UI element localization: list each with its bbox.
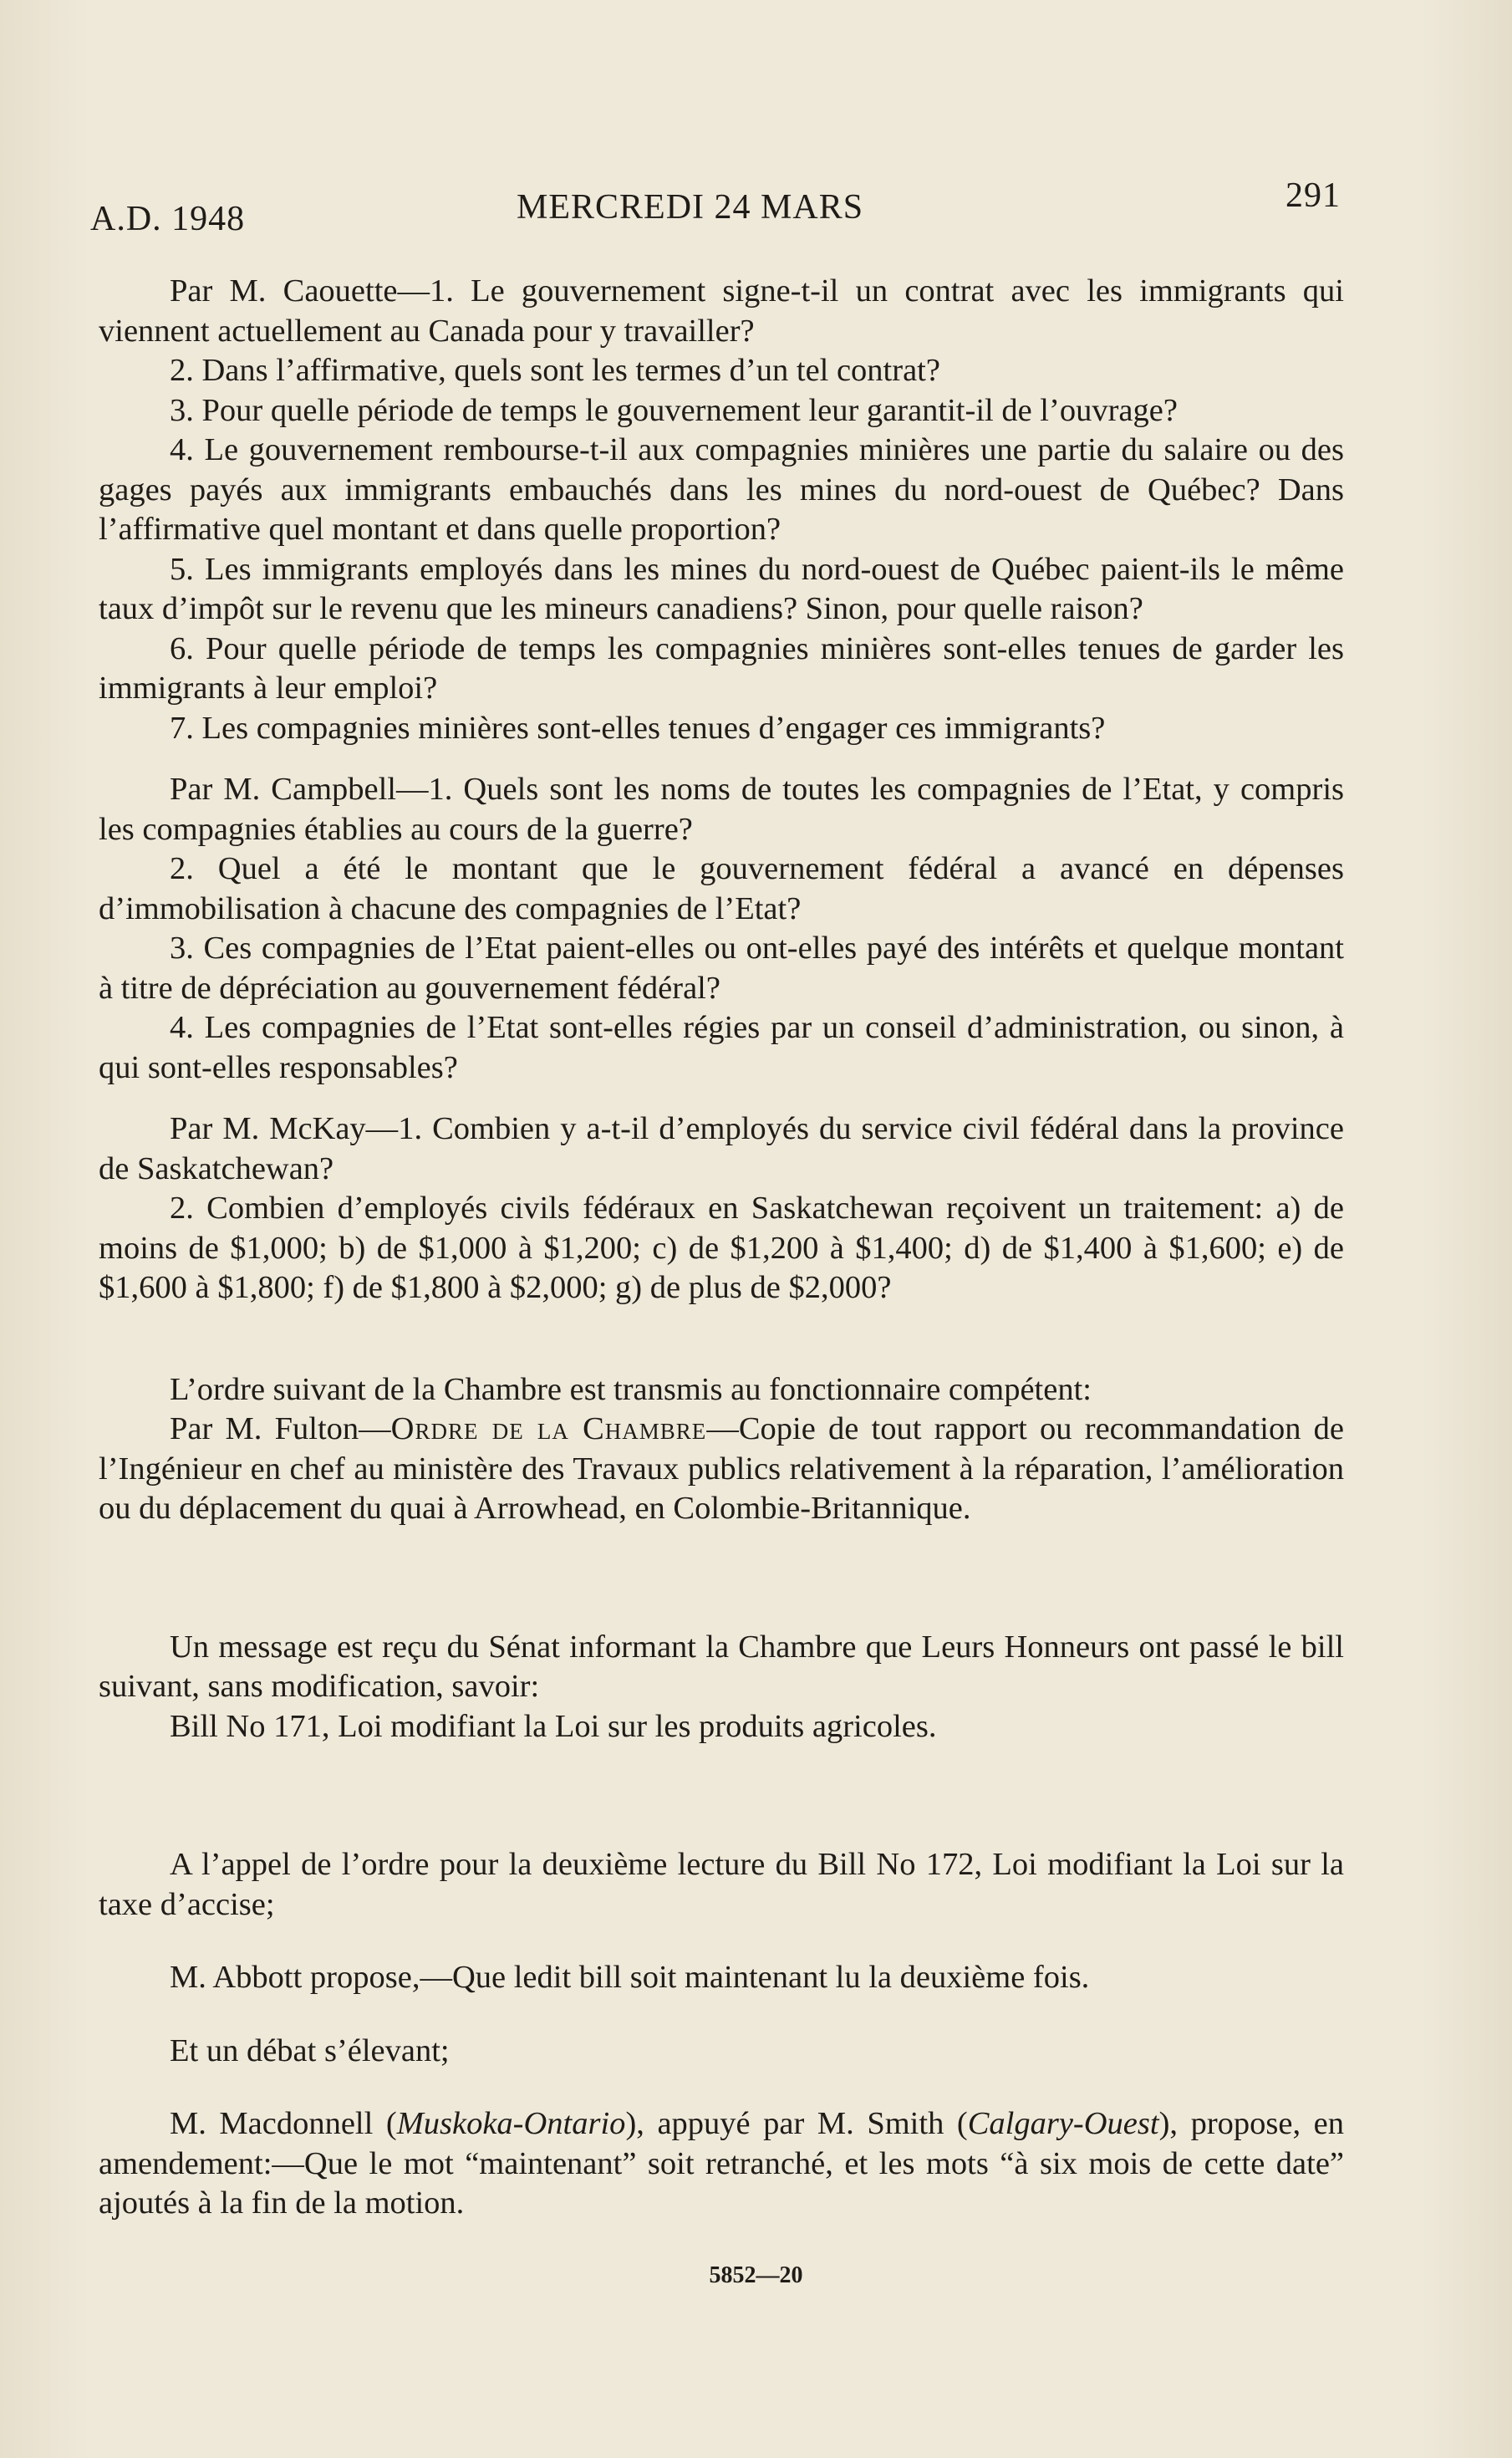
order-intro: L’ordre suivant de la Chambre est transmis au fonctionnaire compétent: (170, 1371, 1092, 1407)
header-year: A.D. 1948 (90, 200, 246, 238)
page-footer-code: 5852—20 (709, 2262, 803, 2288)
seconder-name: ), appuyé par M. Smith ( (625, 2106, 968, 2141)
question-text: 1. Quels sont les noms de toutes les compagnies de l’Etat, y compris les compagnies établies au cours de la guerre? (99, 772, 1345, 847)
order-text: Copie de tout rapport ou recommandation de l’Ingénieur en chef au ministère des Travaux publics relativement à la réparation, l’amélioration ou du déplacement du quai à Arrowhead, en Colombie-Britannique. (99, 1411, 1345, 1526)
debate-amendment (99, 2104, 1344, 2224)
question-caouette-6: 6. Pour quelle période de temps les compagnies minières sont-elles tenues de garder les immigrants à leur emploi? (99, 630, 1344, 706)
question-caouette-3: 3. Pour quelle période de temps le gouvernement leur garantit-il de l’ouvrage? (170, 392, 1178, 428)
seconder-riding: Calgary-Ouest (967, 2106, 1159, 2141)
question-mckay-1 (99, 1109, 1344, 1189)
debate-arising: Et un débat s’élevant; (170, 2032, 450, 2068)
page-body (99, 272, 1344, 2224)
question-campbell-4: 4. Les compagnies de l’Etat sont-elles régies par un conseil d’administration, ou sinon, à qui sont-elles responsables? (99, 1010, 1344, 1085)
question-mckay-2: 2. Combien d’employés civils fédéraux en Saskatchewan reçoivent un traitement: a) de moins de $1,000; b) de $1,000 à $1,200; c) de $1,200 à $1,400; d) de $1,400 à $1,600; e) de $1,600 à $1,800; f) de $1,800 à $2,000; g) de plus de $2,000? (99, 1191, 1344, 1305)
question-campbell-2: 2. Quel a été le montant que le gouvernement fédéral a avancé en dépenses d’immobilisation à chacune des compagnies de l’Etat? (99, 851, 1344, 926)
question-caouette-1 (99, 272, 1344, 351)
question-caouette-7: 7. Les compagnies minières sont-elles tenues d’engager ces immigrants? (170, 710, 1106, 746)
page-header (90, 176, 1341, 238)
order-dash: — (706, 1411, 739, 1446)
speaker: Par M. Caouette— (170, 273, 430, 309)
senate-bill: Bill No 171, Loi modifiant la Loi sur les produits agricoles. (170, 1708, 937, 1744)
question-caouette-2: 2. Dans l’affirmative, quels sont les termes d’un tel contrat? (170, 353, 940, 388)
page-number: 291 (1285, 176, 1341, 215)
senate-message: Un message est reçu du Sénat informant la Chambre que Leurs Honneurs ont passé le bill suivant, sans modification, savoir: (99, 1629, 1344, 1704)
debate-call: A l’appel de l’ordre pour la deuxième lecture du Bill No 172, Loi modifiant la Loi sur la taxe d’accise; (99, 1847, 1344, 1922)
mover-name: M. Macdonnell ( (170, 2106, 397, 2141)
order-fulton (99, 1410, 1344, 1529)
question-caouette-4: 4. Le gouvernement rembourse-t-il aux compagnies minières une partie du salaire ou des gages payés aux immigrants embauchés dans les mines du nord-ouest de Québec? Dans l’affirmative quel montant et dans quelle proportion? (99, 432, 1344, 547)
question-caouette-5: 5. Les immigrants employés dans les mines du nord-ouest de Québec paient-ils le même taux d’impôt sur le revenu que les mineurs canadiens? Sinon, pour quelle raison? (99, 551, 1344, 626)
header-date: MERCREDI 24 MARS (517, 188, 864, 227)
question-campbell-3: 3. Ces compagnies de l’Etat paient-elles ou ont-elles payé des intérêts et quelque montant à titre de dépréciation au gouvernement fédéral? (99, 931, 1344, 1006)
question-text: 1. Le gouvernement signe-t-il un contrat avec les immigrants qui viennent actuellement au Canada pour y travailler? (99, 273, 1345, 349)
order-label: Ordre de la Chambre (390, 1411, 707, 1446)
question-text: 1. Combien y a-t-il d’employés du service civil fédéral dans la province de Saskatchewan? (99, 1111, 1344, 1186)
mover-riding: Muskoka-Ontario (396, 2106, 626, 2141)
speaker: Par M. Campbell— (170, 772, 429, 807)
amendment-text: ), propose, en amendement:—Que le mot “maintenant” soit retranché, et les mots “à six mois de cette date” ajoutés à la fin de la motion. (99, 2106, 1344, 2221)
question-campbell-1 (99, 770, 1344, 849)
speaker: Par M. Fulton— (170, 1411, 391, 1446)
speaker: Par M. McKay— (170, 1111, 399, 1146)
debate-abbott: M. Abbott propose,—Que ledit bill soit maintenant lu la deuxième fois. (170, 1960, 1090, 1995)
